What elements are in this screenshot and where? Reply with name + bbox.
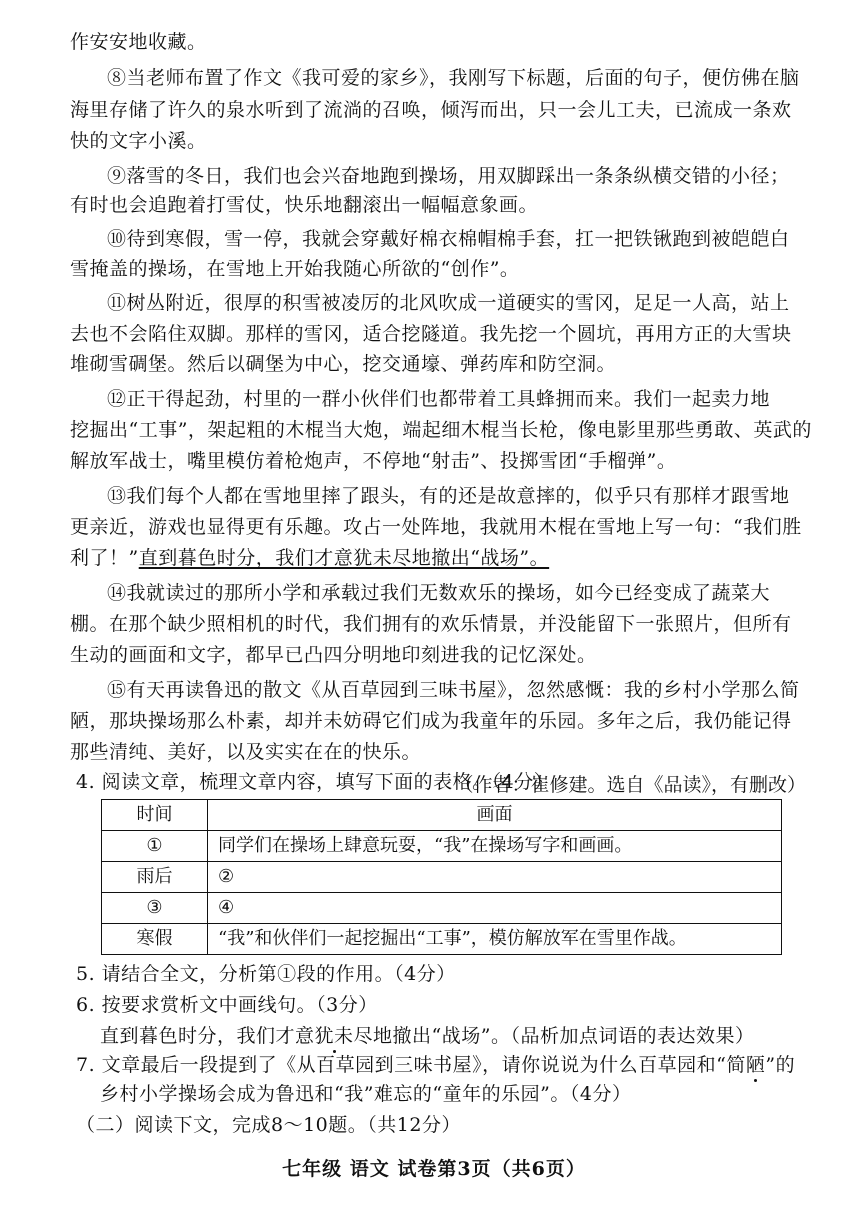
q4-table: [101, 799, 782, 955]
cell-scene: ④: [208, 893, 782, 924]
q7-text: 7. 文章最后一段提到了《从百草园到三味书屋》，请你说说为什么百草园和“简: [76, 1054, 746, 1076]
question-7: [76, 1053, 795, 1077]
table-row: [102, 862, 782, 893]
passage-line: 那些清纯、美好，以及实实在在的快乐。: [70, 741, 422, 763]
passage-line: ⑩待到寒假，雪一停，我就会穿戴好棉衣棉帽棉手套，扛一把铁锹跑到被皑皑白: [107, 228, 790, 250]
header-time: 时间: [102, 800, 208, 831]
table-row: [102, 893, 782, 924]
cell-time: ③: [102, 893, 208, 924]
table-header-row: [102, 800, 782, 831]
passage-line: ⑨落雪的冬日，我们也会兴奋地跑到操场，用双脚踩出一条条纵横交错的小径；: [107, 165, 790, 187]
question-7-line2: 乡村小学操场会成为鲁迅和“我”难忘的“童年的乐园”。（4分）: [100, 1083, 632, 1105]
passage-line: 挖掘出“工事”，架起粗的木棍当大炮，端起细木棍当长枪，像电影里那些勇敢、英武的: [70, 419, 812, 441]
passage-line: 棚。在那个缺少照相机的时代，我们拥有的欢乐情景，并没能留下一张照片，但所有: [70, 613, 792, 635]
question-6: 6. 按要求赏析文中画线句。（3分）: [76, 994, 378, 1016]
passage-line: 雪掩盖的操场，在雪地上开始我随心所欲的“创作”。: [70, 258, 520, 280]
passage-line: 有时也会追跑着打雪仗，快乐地翻滚出一幅幅意象画。: [70, 194, 539, 216]
passage-line: 快的文字小溪。: [70, 130, 207, 152]
cell-time: ①: [102, 831, 208, 862]
passage-line: ⑭我就读过的那所小学和承载过我们无数欢乐的操场，如今已经变成了蔬菜大: [107, 582, 771, 604]
passage-text: 利了！”: [70, 547, 139, 569]
cell-time: 雨后: [102, 862, 208, 893]
passage-line: ⑬我们每个人都在雪地里摔了跟头，有的还是故意摔的，似乎只有那样才跟雪地: [107, 485, 790, 507]
passage-line: ⑮有天再读鲁迅的散文《从百草园到三味书屋》，忽然感慨：我的乡村小学那么简: [107, 679, 800, 701]
question-6-sentence: [100, 1024, 754, 1048]
page-footer: 七年级 语文 试卷第3页（共6页）: [282, 1158, 586, 1180]
underlined-sentence: 直到暮色时分，我们才意犹未尽地撤出“战场”。: [138, 547, 550, 569]
header-scene: 画面: [208, 800, 782, 831]
passage-line-underlined: [70, 546, 810, 570]
q6-text: 地撤出“战场”。（品析加点词语的表达效果）: [373, 1025, 755, 1047]
cell-scene: ②: [208, 862, 782, 893]
section-2-heading: （二）阅读下文，完成8～10题。（共12分）: [76, 1114, 461, 1136]
q7-text: ”的: [765, 1054, 796, 1076]
passage-line: 去也不会陷住双脚。那样的雪冈，适合挖隧道。我先挖一个圆坑，再用方正的大雪块: [70, 323, 792, 345]
passage-line: 海里存储了许久的泉水听到了流淌的召唤，倾泻而出，只一会儿工夫，已流成一条欢: [70, 99, 792, 121]
question-5: 5. 请结合全文，分析第①段的作用。（4分）: [76, 963, 456, 985]
source-citation: （作者：崔修建。选自《品读》，有删改）: [454, 774, 806, 796]
passage-line: 更亲近，游戏也显得更有乐趣。攻占一处阵地，我就用木棍在雪地上写一句：“我们胜: [70, 516, 802, 538]
q6-text: 直到暮色时分，我们才: [100, 1025, 296, 1047]
passage-line: 作安安地收藏。: [70, 31, 207, 53]
passage-line: 生动的画面和文字，都早已凸四分明地印刻进我的记忆深处。: [70, 644, 597, 666]
passage-line: ⑪树丛附近，很厚的积雪被凌厉的北风吹成一道硬实的雪冈，足足一人高，站上: [107, 292, 790, 314]
cell-scene: “我”和伙伴们一起挖掘出“工事”，模仿解放军在雪里作战。: [208, 924, 782, 955]
q7-dotted-word: 陋: [745, 1054, 766, 1076]
cell-time: 寒假: [102, 924, 208, 955]
table-row: [102, 924, 782, 955]
question-4: 4. 阅读文章，梳理文章内容，填写下面的表格。（4分）: [76, 771, 554, 793]
passage-line: ⑫正干得起劲，村里的一群小伙伴们也都带着工具蜂拥而来。我们一起卖力地: [107, 388, 771, 410]
passage-line: ⑧当老师布置了作文《我可爱的家乡》，我刚写下标题，后面的句子，便仿佛在脑: [107, 67, 800, 89]
q6-dotted-words: 意犹未尽: [295, 1025, 374, 1047]
passage-line: 堆砌雪碉堡。然后以碉堡为中心，挖交通壕、弹药库和防空洞。: [70, 353, 617, 375]
table-row: [102, 831, 782, 862]
passage-line: 解放军战士，嘴里模仿着枪炮声，不停地“射击”、投掷雪团“手榴弹”。: [70, 450, 677, 472]
passage-line: 陋，那块操场那么朴素，却并未妨碍它们成为我童年的乐园。多年之后，我仍能记得: [70, 710, 792, 732]
cell-scene: 同学们在操场上肆意玩耍，“我”在操场写字和画画。: [208, 831, 782, 862]
